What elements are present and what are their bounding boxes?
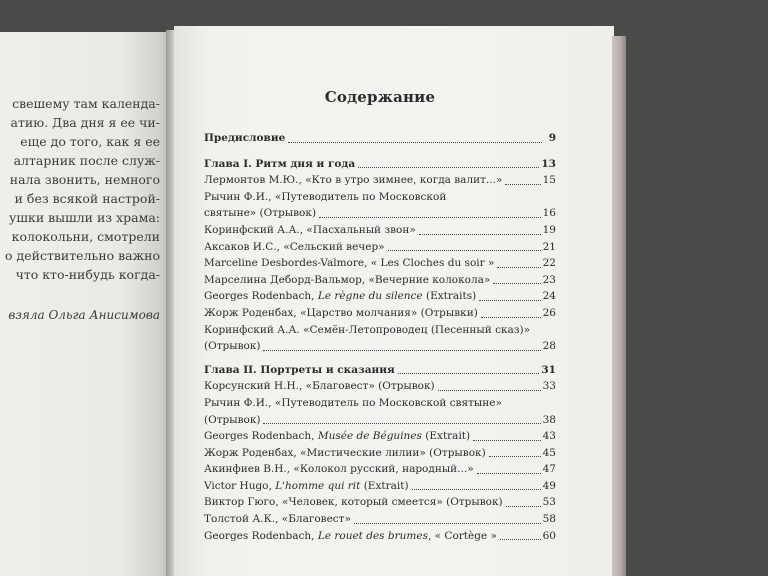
toc-entry: [204, 272, 556, 289]
toc-page-number: 13: [541, 157, 556, 170]
toc-entry-title: Аксаков И.С., «Сельский вечер»: [204, 240, 385, 253]
toc-author: Georges Rodenbach,: [204, 529, 318, 542]
toc-page-number: 16: [542, 207, 556, 220]
dot-leader: [489, 456, 541, 457]
dot-leader: [388, 250, 541, 251]
toc-note: (Extrait): [360, 479, 409, 492]
dot-leader: [479, 300, 540, 301]
toc-entry: [204, 322, 556, 339]
dot-leader: [412, 489, 541, 490]
left-page: [0, 32, 172, 576]
toc-entry-title: Корсунский Н.Н., «Благовест» (Отрывок): [204, 380, 435, 393]
toc-entry-title: Предисловие: [204, 132, 286, 144]
dot-leader: [505, 184, 540, 185]
left-line: колокольни, смотрели: [11, 229, 160, 244]
left-line: что кто-нибудь когда-: [15, 267, 160, 282]
toc-entry-title: (Отрывок): [204, 340, 261, 353]
page-edge: [612, 36, 626, 576]
left-line: нала звонить, немного: [9, 172, 160, 187]
toc-entry-title: [204, 528, 497, 545]
toc-chapter-heading: [204, 362, 556, 379]
toc-note: (Extrait): [421, 430, 471, 443]
toc-entry-title: (Отрывок): [204, 413, 261, 426]
toc-entry-title: Марселина Деборд-Вальмор, «Вечерние колокола»: [204, 273, 491, 286]
toc-page-number: 33: [542, 380, 556, 393]
toc-chapter-heading: [204, 156, 556, 173]
toc-page-number: 58: [542, 513, 556, 526]
toc-entry-title: Рычин Ф.И., «Путеводитель по Московской святыне»: [204, 396, 502, 409]
toc-author: Georges Rodenbach,: [204, 290, 318, 303]
toc-entry-title: [204, 428, 470, 445]
toc-page-number: 21: [542, 240, 556, 253]
toc-entry: [204, 395, 556, 412]
toc-page-number: 28: [542, 340, 556, 353]
toc-entry-title: Жорж Роденбах, «Царство молчания» (Отрывки): [204, 306, 478, 319]
toc-note: (Extraits): [422, 290, 477, 303]
dot-leader: [473, 440, 541, 441]
toc-page-number: 49: [542, 479, 556, 492]
toc-entry: [204, 511, 556, 528]
toc-entry: [204, 478, 556, 495]
toc-entry-continued: [204, 338, 556, 355]
left-line: и без всякой настрой-: [14, 191, 160, 206]
toc-entry-title: Акинфиев В.Н., «Колокол русский, народный...»: [204, 463, 474, 476]
toc-entry: [204, 445, 556, 462]
dot-leader: [500, 539, 541, 540]
toc-page-number: 38: [542, 413, 556, 426]
toc-entry: [204, 255, 556, 272]
dot-leader: [358, 167, 539, 168]
left-line: алтарник после служ-: [13, 153, 160, 168]
left-line: атию. Два дня я ее чи-: [10, 115, 160, 130]
toc-page-number: 15: [542, 174, 556, 187]
toc-entry: [204, 239, 556, 256]
left-line: свешему там календа-: [12, 96, 160, 111]
toc-entry-continued: [204, 412, 556, 429]
toc-entry: [204, 494, 556, 511]
toc-page-number: 24: [542, 290, 556, 303]
dot-leader: [263, 423, 540, 424]
toc-page-number: 60: [542, 529, 556, 542]
toc-entry: [204, 461, 556, 478]
toc-page-number: 43: [542, 430, 556, 443]
toc-title: Содержание: [324, 88, 436, 106]
dot-leader: [354, 523, 541, 524]
toc-entry-title: Коринфский А.А. «Семён-Летопроводец (Песенный сказ)»: [204, 323, 531, 336]
toc-entry: [204, 222, 556, 239]
left-line: о действительно важно: [5, 248, 160, 263]
dot-leader: [419, 234, 541, 235]
left-line: еще до того, как я ее: [20, 134, 160, 149]
toc-entry-title: Коринфский А.А., «Пасхальный звон»: [204, 223, 416, 236]
dot-leader: [477, 473, 541, 474]
dot-leader: [263, 350, 540, 351]
dot-leader: [438, 390, 541, 391]
toc-page-number: 9: [548, 132, 556, 144]
toc-work-title: Musée de Béguines: [317, 430, 422, 443]
dot-leader: [319, 217, 541, 218]
toc-entry-continued: [204, 205, 556, 222]
dot-leader: [398, 373, 540, 374]
toc-entry: [204, 378, 556, 395]
toc-work-title: L'homme qui rit: [275, 479, 361, 492]
toc-entry-title: Толстой А.К., «Благовест»: [204, 513, 351, 526]
toc-page-number: 19: [542, 223, 556, 236]
table-of-contents: [204, 84, 556, 544]
toc-entry-title: [204, 288, 476, 305]
left-line: ушки вышли из храма:: [9, 210, 160, 225]
dot-leader: [288, 142, 542, 143]
toc-page-number: 23: [542, 273, 556, 286]
dot-leader: [497, 267, 540, 268]
toc-entry: [204, 305, 556, 322]
toc-page-number: 26: [542, 306, 556, 319]
toc-entry-title: Рычин Ф.И., «Путеводитель по Московской: [204, 190, 447, 203]
signature-line: взяла Ольга Анисимова: [8, 308, 160, 322]
dot-leader: [493, 283, 540, 284]
toc-page-number: 47: [542, 463, 556, 476]
toc-entry: [204, 189, 556, 206]
toc-entry: [204, 172, 556, 189]
toc-entry: [204, 428, 556, 445]
toc-author: Georges Rodenbach,: [204, 430, 318, 443]
toc-entry-title: Marceline Desbordes-Valmore, « Les Cloches du soir »: [204, 257, 495, 270]
toc-page-number: 22: [542, 257, 556, 270]
toc-entry-title: Лермонтов М.Ю., «Кто в утро зимнее, когда валит...»: [204, 174, 503, 187]
toc-entry-title: Жорж Роденбах, «Мистические лилии» (Отрывок): [204, 446, 486, 459]
toc-entry-title: святыне» (Отрывок): [204, 207, 317, 220]
toc-work-title: Le rouet des brumes: [317, 529, 428, 542]
toc-page-number: 31: [541, 363, 556, 376]
toc-entry: [204, 288, 556, 305]
toc-entry-title: Виктор Гюго, «Человек, который смеется» (Отрывок): [204, 496, 503, 509]
toc-entry-title: [204, 478, 409, 495]
toc-entry-title: Глава I. Ритм дня и года: [204, 157, 356, 170]
toc-note: , « Cortège »: [427, 529, 497, 542]
left-page-text: [0, 94, 164, 325]
toc-page-number: 45: [542, 446, 556, 459]
dot-leader: [481, 317, 541, 318]
toc-entry-title: Глава II. Портреты и сказания: [204, 363, 395, 376]
toc-entry: [204, 528, 556, 545]
toc-page-number: 53: [542, 496, 556, 509]
dot-leader: [506, 506, 541, 507]
toc-author: Victor Hugo,: [204, 479, 276, 492]
toc-preface: [204, 130, 556, 147]
toc-work-title: Le règne du silence: [317, 290, 423, 303]
